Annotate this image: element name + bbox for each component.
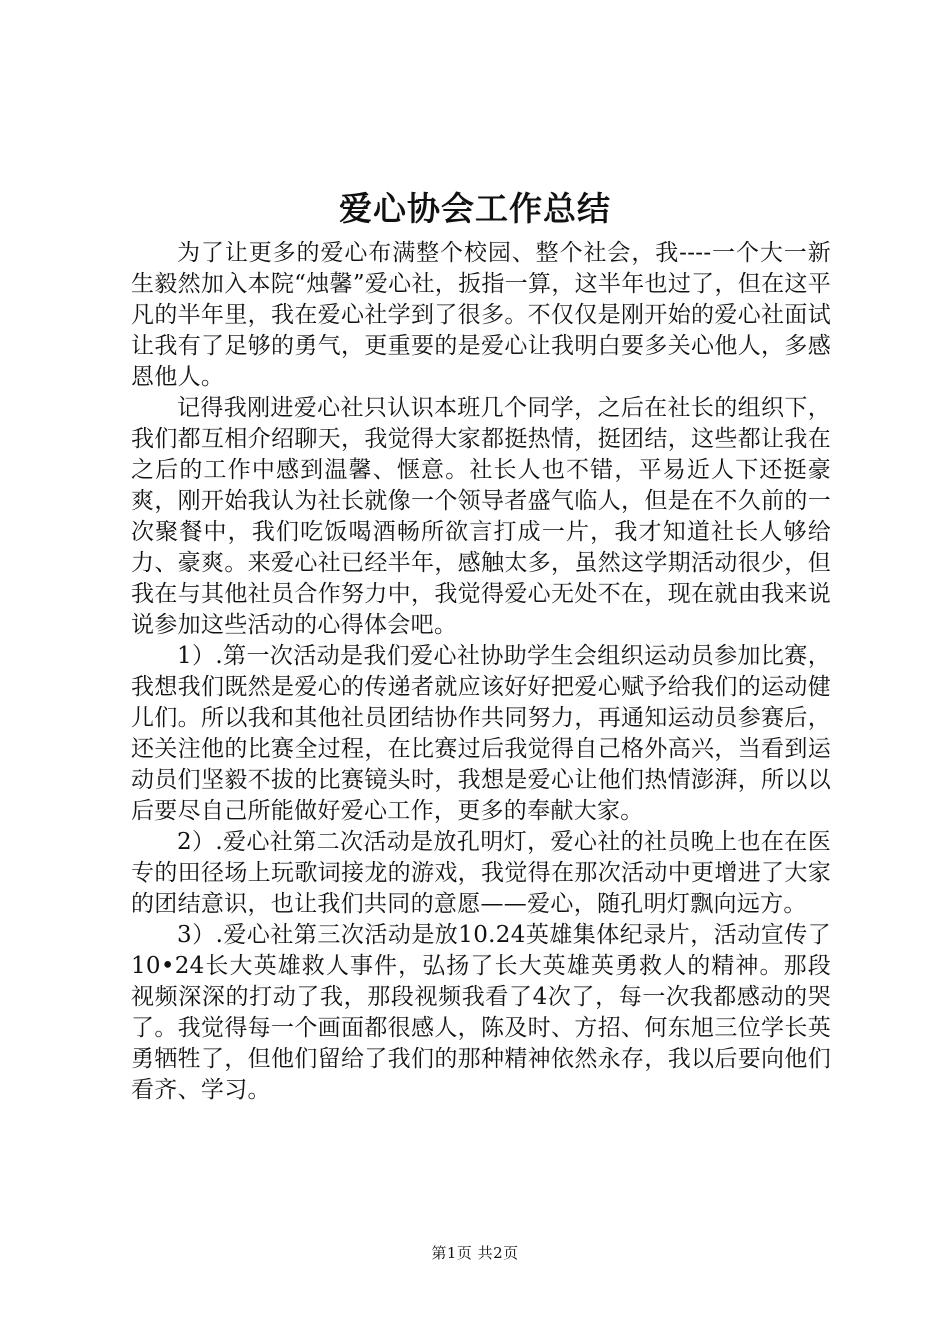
paragraph-activity-1: 1）.第一次活动是我们爱心社协助学生会组织运动员参加比赛，我想我们既然是爱心的传递者就应该好好把爱心赋予给我们的运动健儿们。所以我和其他社员团结协作共同努力，再通知运动员参赛后，还关注他的比赛全过程，在比赛过后我觉得自己格外高兴，当看到运动员们坚毅不拔的比赛镜头时，我想是爱心让他们热情澎湃，所以以后要尽自己所能做好爱心工作，更多的奉献大家。 (131, 643, 831, 824)
paragraph-intro: 为了让更多的爱心布满整个校园、整个社会，我----一个大一新生毅然加入本院“烛馨”爱心社，扳指一算，这半年也过了，但在这平凡的半年里，我在爱心社学到了很多。不仅仅是刚开始的爱心社面试让我有了足够的勇气，更重要的是爱心让我明白要多关心他人，多感恩他人。 (131, 240, 831, 390)
paragraph-memories: 记得我刚进爱心社只认识本班几个同学，之后在社长的组织下，我们都互相介绍聊天，我觉得大家都挺热情，挺团结，这些都让我在之后的工作中感到温馨、惬意。社长人也不错，平易近人下还挺豪爽，刚开始我认为社长就像一个领导者盛气临人，但是在不久前的一次聚餐中，我们吃饭喝酒畅所欲言打成一片，我才知道社长人够给力、豪爽。来爱心社已经半年，感触太多，虽然这学期活动很少，但我在与其他社员合作努力中，我觉得爱心无处不在，现在就由我来说说参加这些活动的心得体会吧。 (131, 395, 831, 638)
paragraph-activity-2: 2）.爱心社第二次活动是放孔明灯，爱心社的社员晚上也在在医专的田径场上玩歌词接龙的游戏，我觉得在那次活动中更增进了大家的团结意识，也让我们共同的意愿——爱心，随孔明灯飘向远方。 (131, 829, 831, 917)
paragraph-activity-3: 3）.爱心社第三次活动是放10.24英雄集体纪录片，活动宣传了10•24长大英雄救人事件，弘扬了长大英雄英勇救人的精神。那段视频深深的打动了我，那段视频我看了4次了，每一次我都感动的哭了。我觉得每一个画面都很感人，陈及时、方招、何东旭三位学长英勇牺牲了，但他们留给了我们的那种精神依然永存，我以后要向他们看齐、学习。 (131, 922, 831, 1103)
document-body (131, 238, 831, 1106)
document-title: 爱心协会工作总结 (339, 189, 611, 228)
page-footer: 第1页 共2页 (431, 1244, 519, 1262)
